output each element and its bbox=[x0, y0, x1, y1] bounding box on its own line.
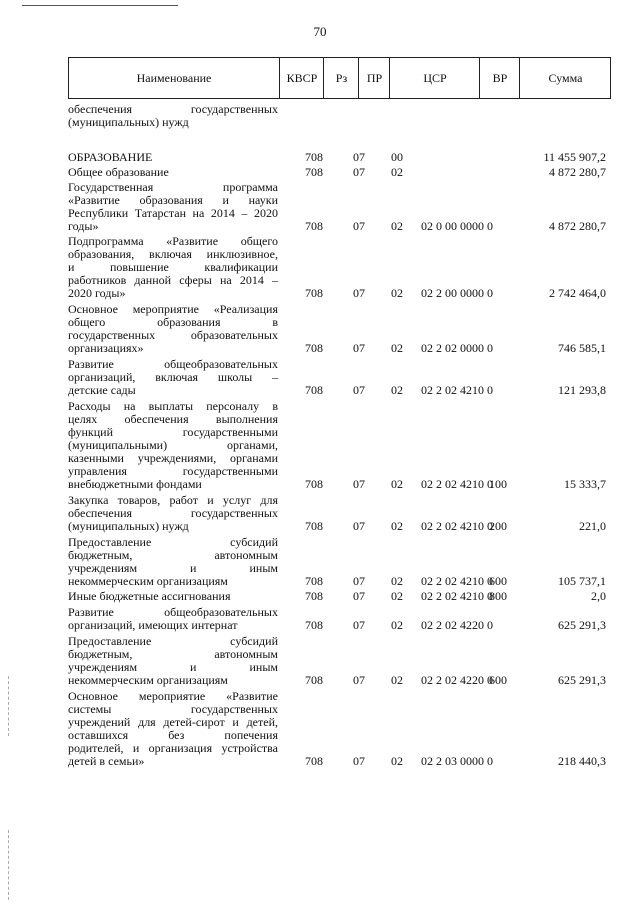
row-name-line: годы» bbox=[68, 219, 99, 233]
cell-csr: 02 0 00 0000 0 bbox=[421, 219, 493, 233]
row-name-line: Основное мероприятие «Развитие bbox=[68, 689, 278, 703]
row-name-line: (муниципальных) нужд bbox=[68, 519, 189, 533]
row-name bbox=[68, 606, 278, 632]
cell-sum: 121 293,8 bbox=[558, 383, 606, 397]
table-header bbox=[68, 57, 611, 99]
table-row bbox=[68, 590, 611, 603]
cell-sum: 218 440,3 bbox=[558, 754, 606, 768]
cell-csr: 02 2 02 4210 0 bbox=[421, 589, 493, 603]
cell-kvsr: 708 bbox=[305, 574, 323, 588]
cell-csr: 02 2 03 0000 0 bbox=[421, 754, 493, 768]
header-vr: ВР bbox=[479, 58, 520, 98]
cell-csr: 02 2 02 4210 0 bbox=[421, 519, 493, 533]
row-name-line: учреждениям и иным bbox=[68, 660, 278, 674]
row-name-line: детей в семьи» bbox=[68, 754, 145, 768]
header-sum: Сумма bbox=[519, 58, 611, 98]
row-name bbox=[68, 690, 278, 768]
cell-sum: 625 291,3 bbox=[558, 673, 606, 687]
row-name-line: ОБРАЗОВАНИЕ bbox=[68, 150, 153, 164]
cell-sum: 4 872 280,7 bbox=[549, 219, 606, 233]
cell-rz: 07 bbox=[353, 618, 365, 632]
row-name bbox=[68, 358, 278, 397]
row-name-line: Предоставление субсидий bbox=[68, 634, 278, 648]
cell-csr: 02 2 02 4210 0 bbox=[421, 477, 493, 491]
header-pr: ПР bbox=[358, 58, 390, 98]
cell-kvsr: 708 bbox=[305, 219, 323, 233]
page-number: 70 bbox=[313, 24, 327, 39]
cell-pr: 02 bbox=[391, 673, 403, 687]
row-name-line: оставшихся без попечения bbox=[68, 728, 278, 742]
cell-csr: 02 2 00 0000 0 bbox=[421, 286, 493, 300]
row-name-line: Развитие общеобразовательных bbox=[68, 605, 278, 619]
row-name bbox=[68, 590, 278, 603]
cell-sum: 15 333,7 bbox=[564, 477, 606, 491]
row-name-line: казенными учреждениями, органами bbox=[68, 451, 278, 465]
cell-rz: 07 bbox=[353, 589, 365, 603]
cell-pr: 02 bbox=[391, 165, 403, 179]
cell-sum: 625 291,3 bbox=[558, 618, 606, 632]
cell-kvsr: 708 bbox=[305, 477, 323, 491]
row-name bbox=[68, 494, 278, 533]
cell-rz: 07 bbox=[353, 519, 365, 533]
cell-sum: 2 742 464,0 bbox=[549, 286, 606, 300]
row-name-line: детские сады bbox=[68, 383, 136, 397]
top-rule bbox=[22, 5, 178, 6]
row-name-line: «Развитие образования и науки bbox=[68, 193, 278, 207]
cell-kvsr: 708 bbox=[305, 589, 323, 603]
row-name bbox=[68, 536, 278, 588]
cell-pr: 02 bbox=[391, 754, 403, 768]
row-name-line: (муниципальных) нужд bbox=[68, 115, 189, 129]
table-row bbox=[68, 181, 611, 233]
row-name-line: родителей, и организация устройства bbox=[68, 741, 278, 755]
cell-rz: 07 bbox=[353, 754, 365, 768]
table-row bbox=[68, 606, 611, 632]
row-name-line: 2020 годы» bbox=[68, 286, 126, 300]
scan-margin-mark bbox=[8, 676, 11, 736]
cell-vr: 100 bbox=[489, 477, 507, 491]
row-name-line: (муниципальными) органами, bbox=[68, 438, 278, 452]
cell-pr: 02 bbox=[391, 341, 403, 355]
row-name-line: некоммерческим организациям bbox=[68, 574, 228, 588]
row-name-line: целях обеспечения выполнения bbox=[68, 412, 278, 426]
table-row bbox=[68, 303, 611, 355]
cell-kvsr: 708 bbox=[305, 165, 323, 179]
row-name-line: обеспечения государственных bbox=[68, 506, 278, 520]
cell-pr: 02 bbox=[391, 383, 403, 397]
row-name-line: управления государственными bbox=[68, 464, 278, 478]
cell-sum: 11 455 907,2 bbox=[543, 150, 606, 164]
row-name bbox=[68, 635, 278, 687]
row-name bbox=[68, 151, 278, 164]
cell-kvsr: 708 bbox=[305, 150, 323, 164]
row-name-line: Основное мероприятие «Реализация bbox=[68, 302, 278, 316]
row-name-line: государственных образовательных bbox=[68, 328, 278, 342]
row-name-line: внебюджетными фондами bbox=[68, 477, 202, 491]
cell-vr: 600 bbox=[489, 574, 507, 588]
cell-sum: 746 585,1 bbox=[558, 341, 606, 355]
row-name-line: некоммерческим организациям bbox=[68, 673, 228, 687]
cell-sum: 4 872 280,7 bbox=[549, 165, 606, 179]
cell-pr: 02 bbox=[391, 219, 403, 233]
cell-pr: 02 bbox=[391, 519, 403, 533]
row-name-line: работников данной сферы на 2014 – bbox=[68, 273, 278, 287]
cell-rz: 07 bbox=[353, 383, 365, 397]
table-body bbox=[68, 103, 611, 768]
row-name-line: Иные бюджетные ассигнования bbox=[68, 589, 231, 603]
row-name-line: Республики Татарстан на 2014 – 2020 bbox=[68, 206, 278, 220]
cell-sum: 221,0 bbox=[579, 519, 606, 533]
cell-csr: 02 2 02 4220 0 bbox=[421, 673, 493, 687]
row-name-line: учреждений для детей-сирот и детей, bbox=[68, 715, 278, 729]
cell-kvsr: 708 bbox=[305, 286, 323, 300]
scan-margin-mark bbox=[8, 830, 11, 900]
cell-csr: 02 2 02 4210 0 bbox=[421, 383, 493, 397]
table-row bbox=[68, 536, 611, 588]
cell-rz: 07 bbox=[353, 673, 365, 687]
table-row bbox=[68, 400, 611, 491]
cell-vr: 800 bbox=[489, 589, 507, 603]
cell-kvsr: 708 bbox=[305, 383, 323, 397]
row-name bbox=[68, 103, 278, 129]
header-csr: ЦСР bbox=[389, 58, 480, 98]
cell-csr: 02 2 02 4220 0 bbox=[421, 618, 493, 632]
header-rz: Рз bbox=[323, 58, 359, 98]
table-row bbox=[68, 151, 611, 164]
table-row bbox=[68, 635, 611, 687]
header-kvsr: КВСР bbox=[279, 58, 324, 98]
row-name-line: организаций, имеющих интернат bbox=[68, 618, 238, 632]
cell-vr: 200 bbox=[489, 519, 507, 533]
row-name-line: организациях» bbox=[68, 341, 144, 355]
row-name-line: образования, включая инклюзивное, bbox=[68, 247, 278, 261]
row-name-line: функций государственными bbox=[68, 425, 278, 439]
row-name-line: бюджетным, автономным bbox=[68, 647, 278, 661]
cell-kvsr: 708 bbox=[305, 519, 323, 533]
cell-rz: 07 bbox=[353, 219, 365, 233]
row-name-line: Расходы на выплаты персоналу в bbox=[68, 399, 278, 413]
table-row bbox=[68, 358, 611, 397]
table-row bbox=[68, 166, 611, 179]
row-name-line: Развитие общеобразовательных bbox=[68, 357, 278, 371]
row-name-line: Предоставление субсидий bbox=[68, 535, 278, 549]
table-row bbox=[68, 103, 611, 129]
row-name-line: Подпрограмма «Развитие общего bbox=[68, 234, 278, 248]
cell-sum bbox=[508, 116, 606, 129]
cell-rz: 07 bbox=[353, 165, 365, 179]
cell-rz: 07 bbox=[353, 341, 365, 355]
row-name-line: системы государственных bbox=[68, 702, 278, 716]
row-name-line: Государственная программа bbox=[68, 180, 278, 194]
row-name-line: бюджетным, автономным bbox=[68, 548, 278, 562]
table-row bbox=[68, 494, 611, 533]
row-name-line: общего образования в bbox=[68, 315, 278, 329]
cell-csr: 02 2 02 4210 0 bbox=[421, 574, 493, 588]
row-name bbox=[68, 303, 278, 355]
row-name-line: Закупка товаров, работ и услуг для bbox=[68, 493, 278, 507]
header-name: Наименование bbox=[136, 71, 212, 85]
table-row bbox=[68, 235, 611, 300]
row-name-line: Общее образование bbox=[68, 165, 169, 179]
cell-pr: 02 bbox=[391, 286, 403, 300]
cell-pr: 02 bbox=[391, 618, 403, 632]
cell-sum: 2,0 bbox=[591, 589, 606, 603]
table-row bbox=[68, 690, 611, 768]
cell-pr: 02 bbox=[391, 477, 403, 491]
row-name-line: обеспечения государственных bbox=[68, 102, 278, 116]
row-name bbox=[68, 166, 278, 179]
cell-rz: 07 bbox=[353, 574, 365, 588]
row-name-line: организаций, включая школы – bbox=[68, 370, 278, 384]
cell-pr: 00 bbox=[391, 150, 403, 164]
row-name bbox=[68, 235, 278, 300]
cell-vr: 600 bbox=[489, 673, 507, 687]
row-name-line: учреждениям и иным bbox=[68, 561, 278, 575]
row-name bbox=[68, 400, 278, 491]
cell-pr: 02 bbox=[391, 589, 403, 603]
cell-kvsr: 708 bbox=[305, 754, 323, 768]
cell-kvsr: 708 bbox=[305, 673, 323, 687]
row-name-line: и повышение квалификации bbox=[68, 260, 278, 274]
cell-kvsr: 708 bbox=[305, 341, 323, 355]
row-name bbox=[68, 181, 278, 233]
cell-rz: 07 bbox=[353, 286, 365, 300]
cell-rz: 07 bbox=[353, 477, 365, 491]
cell-kvsr: 708 bbox=[305, 618, 323, 632]
cell-pr: 02 bbox=[391, 574, 403, 588]
cell-csr: 02 2 02 0000 0 bbox=[421, 341, 493, 355]
cell-rz: 07 bbox=[353, 150, 365, 164]
cell-sum: 105 737,1 bbox=[558, 574, 606, 588]
